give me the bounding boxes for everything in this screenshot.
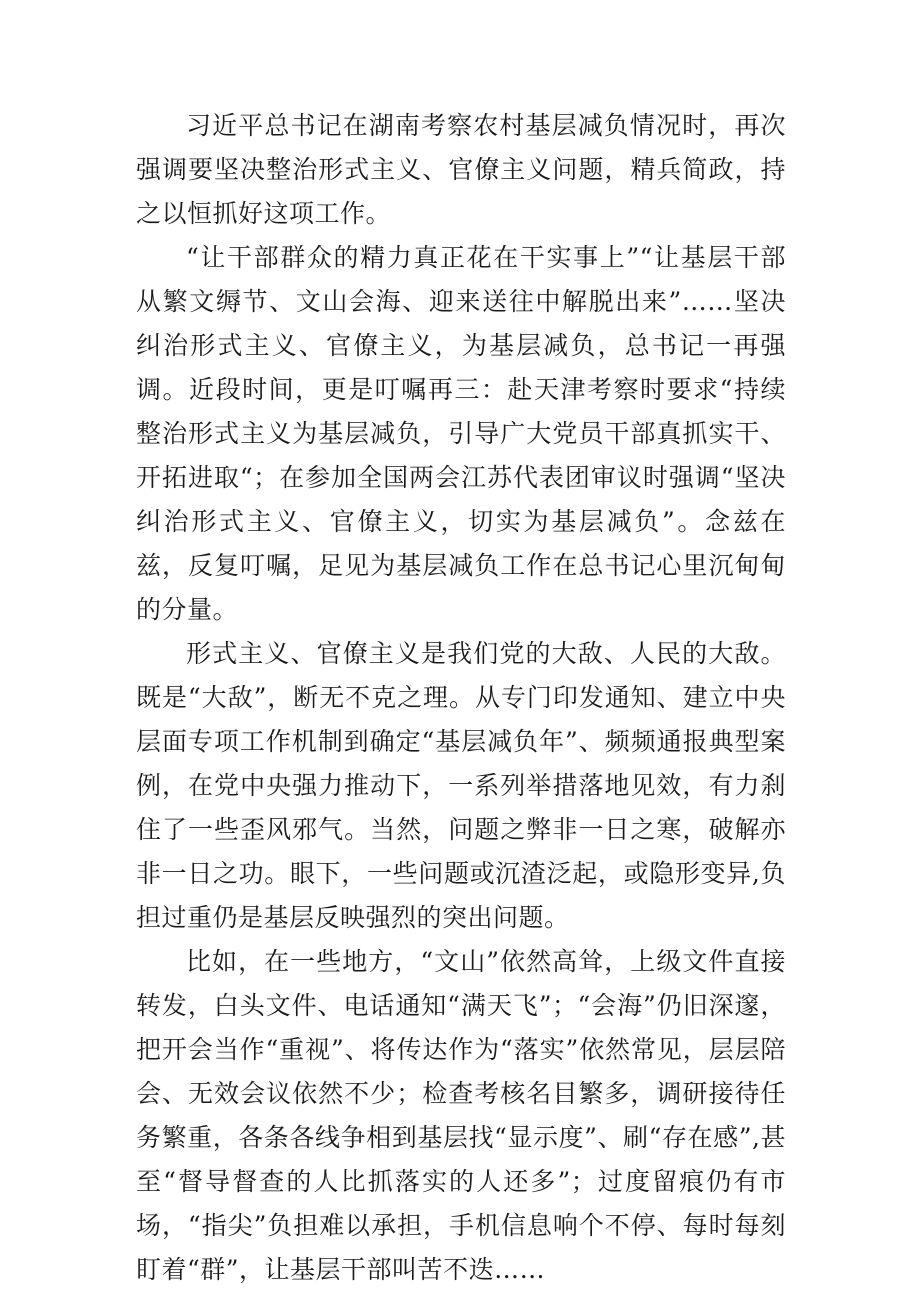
paragraph-1: 习近平总书记在湖南考察农村基层减负情况时，再次强调要坚决整治形式主义、官僚主义问题，精兵简政，持之以恒抓好这项工作。	[136, 111, 786, 228]
paragraph-4: 比如，在一些地方，“文山”依然高耸，上级文件直接转发，白头文件、电话通知“满天飞”；“会海”仍旧深邃，把开会当作“重视”、将传达作为“落实”依然常见，层层陪会、无效会议依然不少；检查考核名目繁多，调研接待任务繁重，各条各线争相到基层找“显示度”、刷“存在感”,甚至“督导督查的人比抓落实的人还多”；过度留痕仍有市场，“指尖”负担难以承担，手机信息响个不停、每时每刻盯着“群”，让基层干部叫苦不迭……	[136, 947, 786, 1284]
paragraph-2: “让干部群众的精力真正花在干实事上”“让基层干部从繁文缛节、文山会海、迎来送往中解脱出来”……坚决纠治形式主义、官僚主义，为基层减负，总书记一再强调。近段时间，更是叮嘱再三：赴天津考察时要求“持续整治形式主义为基层减负，引导广大党员干部真抓实干、开拓进取“；在参加全国两会江苏代表团审议时强调“坚决纠治形式主义、官僚主义，切实为基层减负”。念兹在兹，反复叮嘱，足见为基层减负工作在总书记心里沉甸甸的分量。	[136, 243, 786, 624]
document-body	[136, 104, 786, 1292]
paragraph-3: 形式主义、官僚主义是我们党的大敌、人民的大敌。既是“大敌”，断无不克之理。从专门印发通知、建立中央层面专项工作机制到确定“基层减负年”、频频通报典型案例，在党中央强力推动下，一系列举措落地见效，有力刹住了一些歪风邪气。当然，问题之弊非一日之寒，破解亦非一日之功。眼下，一些问题或沉渣泛起，或隐形变异,负担过重仍是基层反映强烈的突出问题。	[136, 639, 786, 932]
